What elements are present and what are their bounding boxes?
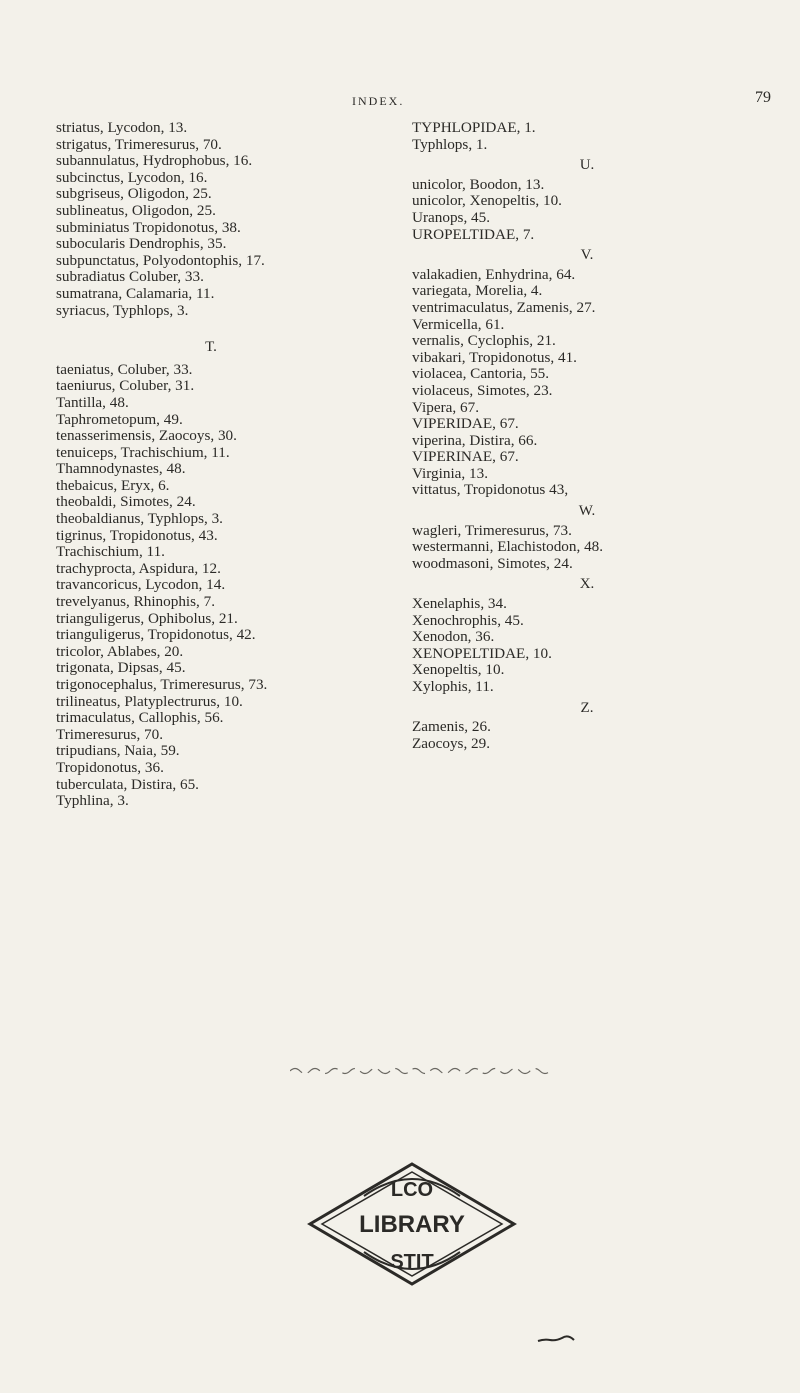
index-entry: Uranops, 45. xyxy=(412,208,491,226)
index-entry: tenasserimensis, Zaocoys, 30. xyxy=(56,427,237,445)
index-entry: striatus, Lycodon, 13. xyxy=(56,119,188,136)
index-entry: trachyprocta, Aspidura, 12. xyxy=(56,559,221,577)
index-entry: Vermicella, 61. xyxy=(412,315,505,333)
index-entry: sumatrana, Calamaria, 11. xyxy=(56,284,215,302)
index-entry: subocularis Dendrophis, 35. xyxy=(56,235,227,253)
index-entry: sublineatus, Oligodon, 25. xyxy=(56,201,216,219)
section-letter: T. xyxy=(205,339,217,356)
index-entry: taeniurus, Coluber, 31. xyxy=(56,377,195,395)
index-entry: Xenelaphis, 34. xyxy=(412,595,507,613)
index-entry: ventrimaculatus, Zamenis, 27. xyxy=(412,298,596,316)
index-entry: trigonocephalus, Trimeresurus, 73. xyxy=(56,676,268,693)
index-entry: Virginia, 13. xyxy=(412,464,489,482)
index-entry: theobaldi, Simotes, 24. xyxy=(56,493,196,511)
index-column-right xyxy=(412,120,762,752)
index-entry: Zaocoys, 29. xyxy=(412,734,491,752)
index-entry: violaceus, Simotes, 23. xyxy=(412,381,553,399)
library-stamp xyxy=(306,1160,518,1288)
index-entry: Tropidonotus, 36. xyxy=(56,758,164,776)
index-entry: subpunctatus, Polyodontophis, 17. xyxy=(56,251,265,269)
index-entry: vibakari, Tropidonotus, 41. xyxy=(412,348,577,366)
index-entry: subannulatus, Hydrophobus, 16. xyxy=(56,152,253,170)
index-entry: XENOPELTIDAE, 10. xyxy=(412,644,552,662)
index-entry: westermanni, Elachistodon, 48. xyxy=(412,538,604,556)
index-entry: Vipera, 67. xyxy=(412,398,479,416)
index-entry: Thamnodynastes, 48. xyxy=(56,460,186,478)
index-entry: Zamenis, 26. xyxy=(412,718,491,736)
index-entry: TYPHLOPIDAE, 1. xyxy=(412,119,536,136)
ink-mark xyxy=(536,1330,576,1344)
page-header-title: INDEX. xyxy=(352,94,405,108)
index-entry: trevelyanus, Rhinophis, 7. xyxy=(56,593,216,611)
index-entry: tenuiceps, Trachischium, 11. xyxy=(56,443,230,461)
index-entry: subminiatus Tropidonotus, 38. xyxy=(56,218,241,236)
index-entry: subcinctus, Lycodon, 16. xyxy=(56,168,208,186)
index-entry: Typhlina, 3. xyxy=(56,792,129,810)
index-entry: Xylophis, 11. xyxy=(412,678,494,695)
index-entry: Xenochrophis, 45. xyxy=(412,611,524,629)
index-entry: valakadien, Enhydrina, 64. xyxy=(412,265,576,283)
index-entry: travancoricus, Lycodon, 14. xyxy=(56,576,226,594)
index-entry: Trimeresurus, 70. xyxy=(56,725,164,743)
index-entry: trilineatus, Platyplectrurus, 10. xyxy=(56,692,243,710)
index-entry: unicolor, Xenopeltis, 10. xyxy=(412,192,562,210)
index-column-left xyxy=(56,120,366,810)
page-number: 79 xyxy=(755,89,771,106)
index-entry: VIPERIDAE, 67. xyxy=(412,415,519,433)
index-entry: vittatus, Tropidonotus 43, xyxy=(412,481,569,499)
section-letter: X. xyxy=(579,576,595,593)
index-entry: Trachischium, 11. xyxy=(56,543,165,561)
stamp-top-text: LCO xyxy=(390,1179,434,1201)
section-letter: W. xyxy=(578,503,596,520)
section-letter: Z. xyxy=(580,699,594,716)
index-entry: theobaldianus, Typhlops, 3. xyxy=(56,510,223,528)
stamp-bottom-text: STIT xyxy=(390,1251,434,1273)
index-entry: trigonata, Dipsas, 45. xyxy=(56,659,186,677)
index-entry: subgriseus, Oligodon, 25. xyxy=(56,185,212,203)
index-entry: Xenodon, 36. xyxy=(412,628,495,646)
index-entry: variegata, Morelia, 4. xyxy=(412,282,543,300)
wavy-rule xyxy=(290,1065,550,1077)
index-entry: Typhlops, 1. xyxy=(412,135,488,153)
index-entry: syriacus, Typhlops, 3. xyxy=(56,301,189,319)
section-letter: U. xyxy=(579,157,595,174)
index-entry: trianguligerus, Ophibolus, 21. xyxy=(56,609,238,627)
index-entry: VIPERINAE, 67. xyxy=(412,448,519,466)
index-entry: woodmasoni, Simotes, 24. xyxy=(412,554,573,572)
index-entry: UROPELTIDAE, 7. xyxy=(412,225,535,243)
index-entry: Xenopeltis, 10. xyxy=(412,661,505,679)
index-entry: violacea, Cantoria, 55. xyxy=(412,365,550,383)
index-entry: tripudians, Naia, 59. xyxy=(56,742,180,760)
index-entry: strigatus, Trimeresurus, 70. xyxy=(56,135,222,153)
index-entry: trianguligerus, Tropidonotus, 42. xyxy=(56,626,256,644)
index-entry: tricolor, Ablabes, 20. xyxy=(56,642,184,660)
index-entry: Tantilla, 48. xyxy=(56,393,129,411)
index-entry: vernalis, Cyclophis, 21. xyxy=(412,332,556,350)
index-entry: viperina, Distira, 66. xyxy=(412,431,538,449)
index-entry: tuberculata, Distira, 65. xyxy=(56,775,199,793)
index-entry: Taphrometopum, 49. xyxy=(56,410,183,428)
index-entry: subradiatus Coluber, 33. xyxy=(56,268,204,286)
index-entry: tigrinus, Tropidonotus, 43. xyxy=(56,526,218,544)
index-entry: trimaculatus, Callophis, 56. xyxy=(56,709,224,727)
stamp-center-text: LIBRARY xyxy=(359,1211,465,1238)
index-entry: taeniatus, Coluber, 33. xyxy=(56,360,193,378)
index-entry: thebaicus, Eryx, 6. xyxy=(56,476,170,494)
index-entry: unicolor, Boodon, 13. xyxy=(412,175,545,193)
section-letter: V. xyxy=(580,247,594,264)
index-entry: wagleri, Trimeresurus, 73. xyxy=(412,521,572,539)
